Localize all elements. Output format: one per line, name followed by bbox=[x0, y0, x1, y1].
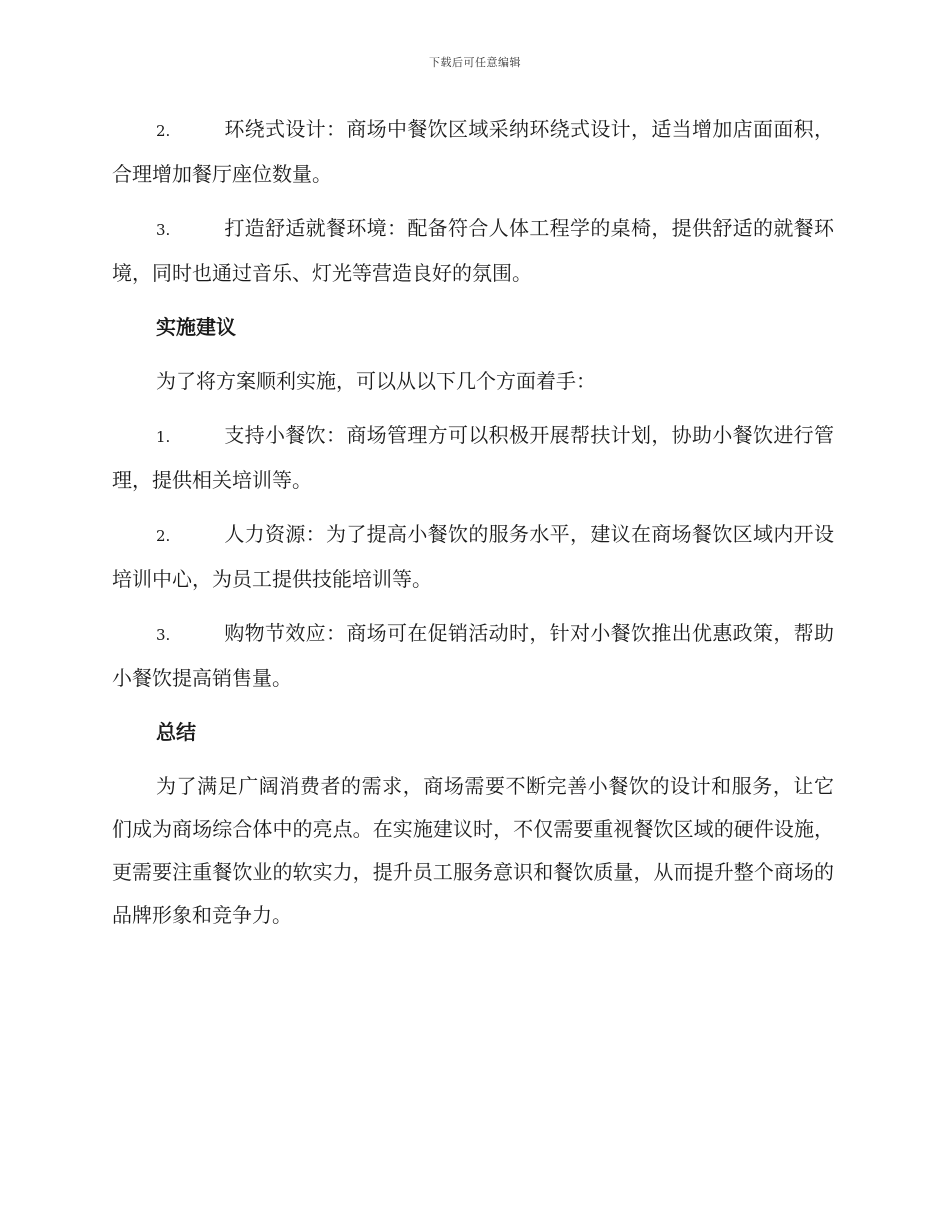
list-item-number: 2. bbox=[156, 122, 171, 140]
list-item-text: 支持小餐饮：商场管理方可以积极开展帮扶计划，协助小餐饮进行管理，提供相关培训等。 bbox=[112, 423, 834, 492]
list-item bbox=[112, 207, 834, 295]
list-item-text: 人力资源：为了提高小餐饮的服务水平，建议在商场餐饮区域内开设培训中心，为员工提供技能培训等。 bbox=[112, 522, 834, 591]
list-item bbox=[112, 513, 834, 601]
section-heading-summary: 总结 bbox=[156, 720, 196, 744]
summary-paragraph: 为了满足广阔消费者的需求，商场需要不断完善小餐饮的设计和服务，让它们成为商场综合体中的亮点。在实施建议时，不仅需要重视餐饮区域的硬件设施，更需要注重餐饮业的软实力，提升员工服务意识和餐饮质量，从而提升整个商场的品牌形象和竞争力。 bbox=[112, 774, 834, 927]
header-note: 下载后可任意编辑 bbox=[429, 56, 521, 69]
list-item-text: 环绕式设计：商场中餐饮区域采纳环绕式设计，适当增加店面面积，合理增加餐厅座位数量。 bbox=[112, 117, 834, 186]
list-item-number: 1. bbox=[156, 428, 171, 446]
list-item-number: 3. bbox=[156, 626, 171, 644]
list-item bbox=[112, 612, 834, 700]
list-item bbox=[112, 108, 834, 196]
list-item-number: 2. bbox=[156, 527, 171, 545]
list-item-text: 打造舒适就餐环境：配备符合人体工程学的桌椅，提供舒适的就餐环境，同时也通过音乐、灯光等营造良好的氛围。 bbox=[112, 216, 834, 285]
list-item-text: 购物节效应：商场可在促销活动时，针对小餐饮推出优惠政策，帮助小餐饮提高销售量。 bbox=[112, 621, 834, 690]
document-body bbox=[112, 108, 834, 948]
implementation-intro: 为了将方案顺利实施，可以从以下几个方面着手： bbox=[156, 369, 596, 393]
list-item-number: 3. bbox=[156, 221, 171, 239]
list-item bbox=[112, 414, 834, 502]
section-heading-implementation: 实施建议 bbox=[156, 315, 236, 339]
